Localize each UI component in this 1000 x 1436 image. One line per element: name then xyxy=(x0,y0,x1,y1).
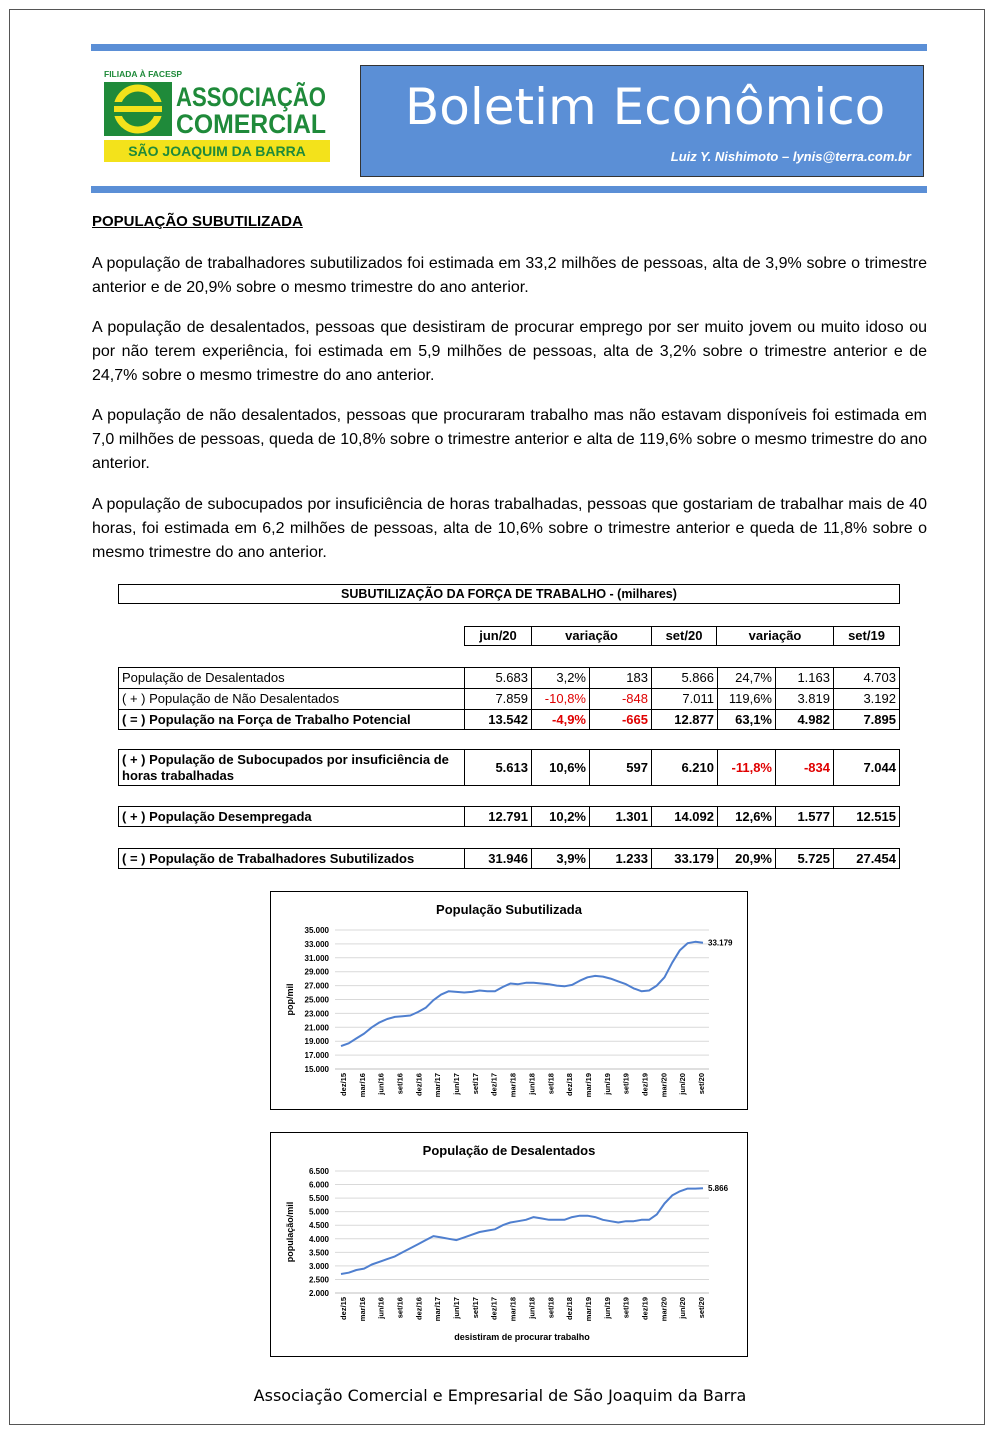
cell-jun20: 5.613 xyxy=(464,749,531,786)
x-tick-label: dez/15 xyxy=(339,1073,348,1096)
y-tick-label: 5.500 xyxy=(308,1194,329,1204)
table-title: SUBUTILIZAÇÃO DA FORÇA DE TRABALHO - (milhares) xyxy=(118,584,900,604)
x-tick-label: mar/18 xyxy=(508,1073,518,1098)
y-tick-label: 6.000 xyxy=(308,1180,329,1190)
row-label: ( + ) População Desempregada xyxy=(118,806,464,827)
cell-var-abs-2: 1.163 xyxy=(775,667,833,688)
y-tick-label: 4.000 xyxy=(308,1234,329,1244)
cell-jun20: 7.859 xyxy=(464,688,531,709)
x-tick-label: mar/19 xyxy=(583,1297,593,1322)
cell-jun20: 5.683 xyxy=(464,667,531,688)
cell-var-pct-1: 3,9% xyxy=(531,848,589,869)
y-tick-label: 25.000 xyxy=(304,995,329,1005)
row-label: ( = ) População de Trabalhadores Subutilizados xyxy=(118,848,464,869)
chart-populacao-subutilizada xyxy=(270,891,748,1110)
logo-affiliation: FILIADA À FACESP xyxy=(104,69,183,79)
x-tick-label: jun/17 xyxy=(452,1297,462,1319)
cell-var-pct-2: 12,6% xyxy=(717,806,775,827)
logo-graphic xyxy=(98,66,360,166)
table-row-forca-potencial xyxy=(118,709,900,730)
table-row-desempregada xyxy=(118,806,900,827)
x-tick-label: dez/17 xyxy=(489,1073,499,1096)
table-header-variacao-2: variação xyxy=(716,626,834,646)
cell-jun20: 13.542 xyxy=(464,709,531,730)
cell-var-pct-2: 119,6% xyxy=(717,688,775,709)
paragraph-subocupados: A população de subocupados por insuficiência de horas trabalhadas, pessoas que gostariam de trabalhar mais de 40 horas, foi estimada em 6,2 milhões de pessoas, alta de 10,6% sobre o trimestre anterior e queda de 11,8% sobre o mesmo trimestre do ano anterior. xyxy=(92,496,927,561)
cell-set20: 6.210 xyxy=(651,749,717,786)
y-tick-label: 31.000 xyxy=(304,953,329,963)
cell-set20: 33.179 xyxy=(651,848,717,869)
y-tick-label: 29.000 xyxy=(304,967,329,977)
logo-emblem-bar xyxy=(114,106,162,112)
cell-var-abs-2: 4.982 xyxy=(775,709,833,730)
cell-set20: 7.011 xyxy=(651,688,717,709)
cell-set20: 14.092 xyxy=(651,806,717,827)
cell-var-pct-2: -11,8% xyxy=(717,749,775,786)
cell-var-abs-2: 5.725 xyxy=(775,848,833,869)
header-banner xyxy=(360,65,924,177)
series-line xyxy=(341,1188,703,1274)
y-tick-label: 5.000 xyxy=(308,1207,329,1217)
cell-var-pct-1: 10,2% xyxy=(531,806,589,827)
cell-set19: 12.515 xyxy=(833,806,900,827)
cell-var-pct-1: -10,8% xyxy=(531,688,589,709)
cell-var-abs-1: 1.233 xyxy=(589,848,651,869)
cell-var-abs-2: -834 xyxy=(775,749,833,786)
row-label: ( + ) População de Não Desalentados xyxy=(118,688,464,709)
y-tick-label: 6.500 xyxy=(308,1167,329,1176)
x-tick-label: set/20 xyxy=(697,1297,706,1319)
cell-var-pct-2: 24,7% xyxy=(717,667,775,688)
cell-var-pct-2: 63,1% xyxy=(717,709,775,730)
header-rule-top xyxy=(91,44,927,51)
end-data-label: 5.866 xyxy=(708,1184,729,1194)
cell-var-pct-2: 20,9% xyxy=(717,848,775,869)
y-tick-label: 15.000 xyxy=(304,1065,329,1074)
y-tick-label: 3.500 xyxy=(308,1248,329,1258)
cell-var-abs-1: -848 xyxy=(589,688,651,709)
chart-title: População Subutilizada xyxy=(436,902,582,917)
y-tick-label: 21.000 xyxy=(304,1023,329,1033)
x-tick-label: set/17 xyxy=(470,1073,480,1095)
cell-var-pct-1: 10,6% xyxy=(531,749,589,786)
x-tick-label: set/18 xyxy=(546,1297,556,1319)
x-tick-label: mar/20 xyxy=(659,1073,669,1098)
cell-var-abs-1: 597 xyxy=(589,749,651,786)
x-tick-label: dez/17 xyxy=(489,1297,499,1320)
x-tick-label: mar/16 xyxy=(357,1073,367,1098)
x-tick-label: dez/19 xyxy=(640,1073,650,1096)
cell-var-abs-1: 1.301 xyxy=(589,806,651,827)
x-tick-label: mar/20 xyxy=(659,1297,669,1322)
row-label: ( = ) População na Força de Trabalho Potencial xyxy=(118,709,464,730)
table-header-jun20: jun/20 xyxy=(464,626,532,646)
x-tick-label: jun/17 xyxy=(452,1073,462,1095)
cell-set19: 7.044 xyxy=(833,749,900,786)
footer-text: Associação Comercial e Empresarial de São Joaquim da Barra xyxy=(253,1386,747,1405)
header-rule-bottom xyxy=(91,186,927,193)
y-tick-label: 35.000 xyxy=(304,926,329,935)
x-tick-label: set/19 xyxy=(621,1073,631,1095)
x-tick-label: jun/19 xyxy=(602,1073,612,1095)
x-tick-label: jun/20 xyxy=(678,1073,688,1095)
cell-var-abs-2: 3.819 xyxy=(775,688,833,709)
x-tick-label: dez/16 xyxy=(414,1297,424,1320)
x-tick-label: jun/19 xyxy=(602,1297,612,1319)
x-tick-label: dez/15 xyxy=(339,1297,348,1320)
x-tick-label: set/17 xyxy=(470,1297,480,1319)
table-header-variacao-1: variação xyxy=(531,626,652,646)
x-tick-label: dez/18 xyxy=(565,1073,575,1096)
cell-var-pct-1: -4,9% xyxy=(531,709,589,730)
cell-set20: 12.877 xyxy=(651,709,717,730)
table-row-subocupados xyxy=(118,749,900,786)
cell-jun20: 31.946 xyxy=(464,848,531,869)
cell-var-pct-1: 3,2% xyxy=(531,667,589,688)
x-tick-label: set/16 xyxy=(395,1297,405,1319)
x-tick-label: mar/19 xyxy=(583,1073,593,1098)
paragraph-nao-desalentados: A população de não desalentados, pessoas que procuraram trabalho mas não estavam disponíveis foi estimada em 7,0 milhões de pessoas, queda de 10,8% sobre o trimestre anterior e alta de 119,6% sobre o mesmo trimestre do ano anterior. xyxy=(92,407,927,472)
x-tick-label: set/16 xyxy=(395,1073,405,1095)
table-row-nao-desalentados xyxy=(118,688,900,709)
x-tick-label: jun/18 xyxy=(527,1297,537,1319)
y-tick-label: 17.000 xyxy=(304,1051,329,1061)
y-tick-label: 19.000 xyxy=(304,1037,329,1047)
paragraph-desalentados: A população de desalentados, pessoas que desistiram de procurar emprego por ser muito jovem ou muito idoso ou por não terem experiência, foi estimada em 5,9 milhões de pessoas, alta de 3,2% sobre o trimestre anterior e de 24,7% sobre o mesmo trimestre do ano anterior. xyxy=(92,319,927,384)
y-axis-label: população/mil xyxy=(285,1201,295,1263)
x-tick-label: mar/18 xyxy=(508,1297,518,1322)
cell-set19: 4.703 xyxy=(833,667,900,688)
section-title: POPULAÇÃO SUBUTILIZADA xyxy=(92,213,303,230)
row-label: População de Desalentados xyxy=(118,667,464,688)
y-tick-label: 3.000 xyxy=(308,1261,329,1271)
x-tick-label: set/18 xyxy=(546,1073,556,1095)
y-axis-label: pop/mil xyxy=(285,983,295,1016)
table-header-set20: set/20 xyxy=(651,626,717,646)
cell-set19: 7.895 xyxy=(833,709,900,730)
logo-line2: COMERCIAL xyxy=(176,109,326,139)
chart-title: População de Desalentados xyxy=(422,1143,596,1158)
row-label: ( + ) População de Subocupados por insuficiência de horas trabalhadas xyxy=(118,749,464,786)
x-axis-label: desistiram de procurar trabalho xyxy=(454,1332,590,1342)
y-tick-label: 4.500 xyxy=(308,1221,329,1231)
x-tick-label: set/20 xyxy=(697,1073,706,1095)
cell-jun20: 12.791 xyxy=(464,806,531,827)
cell-var-abs-2: 1.577 xyxy=(775,806,833,827)
logo-line1: ASSOCIAÇÃO xyxy=(176,82,360,112)
chart-populacao-desalentados xyxy=(270,1132,748,1357)
y-tick-label: 27.000 xyxy=(304,981,329,991)
cell-set19: 3.192 xyxy=(833,688,900,709)
chart-svg-desalentados xyxy=(271,1133,747,1356)
cell-set19: 27.454 xyxy=(833,848,900,869)
x-tick-label: mar/16 xyxy=(357,1297,367,1322)
x-tick-label: dez/19 xyxy=(640,1297,650,1320)
x-tick-label: mar/17 xyxy=(433,1073,443,1098)
paragraph-subutilizados: A população de trabalhadores subutilizados foi estimada em 33,2 milhões de pessoas, alta de 3,9% sobre o trimestre anterior e de 20,9% sobre o mesmo trimestre do ano anterior. xyxy=(92,255,927,296)
logo-city: SÃO JOAQUIM DA BARRA xyxy=(128,143,306,159)
y-tick-label: 33.000 xyxy=(304,939,329,949)
x-tick-label: jun/20 xyxy=(678,1297,688,1319)
cell-var-abs-1: -665 xyxy=(589,709,651,730)
cell-var-abs-1: 183 xyxy=(589,667,651,688)
x-tick-label: jun/16 xyxy=(376,1073,386,1095)
x-tick-label: dez/16 xyxy=(414,1073,424,1096)
y-tick-label: 2.000 xyxy=(308,1289,329,1298)
x-tick-label: mar/17 xyxy=(433,1297,443,1322)
cell-set20: 5.866 xyxy=(651,667,717,688)
table-row-subutilizados xyxy=(118,848,900,869)
y-tick-label: 23.000 xyxy=(304,1009,329,1019)
page-title: Boletim Econômico xyxy=(405,78,886,136)
end-data-label: 33.179 xyxy=(708,938,733,948)
association-logo xyxy=(98,66,360,166)
x-tick-label: jun/16 xyxy=(376,1297,386,1319)
chart-svg-subutilizada xyxy=(271,892,747,1109)
y-tick-label: 2.500 xyxy=(308,1275,329,1285)
x-tick-label: set/19 xyxy=(621,1297,631,1319)
x-tick-label: jun/18 xyxy=(527,1073,537,1095)
author-contact: Luiz Y. Nishimoto – lynis@terra.com.br xyxy=(670,149,911,164)
x-tick-label: dez/18 xyxy=(565,1297,575,1320)
table-row-desalentados xyxy=(118,667,900,688)
table-header-set19: set/19 xyxy=(833,626,900,646)
